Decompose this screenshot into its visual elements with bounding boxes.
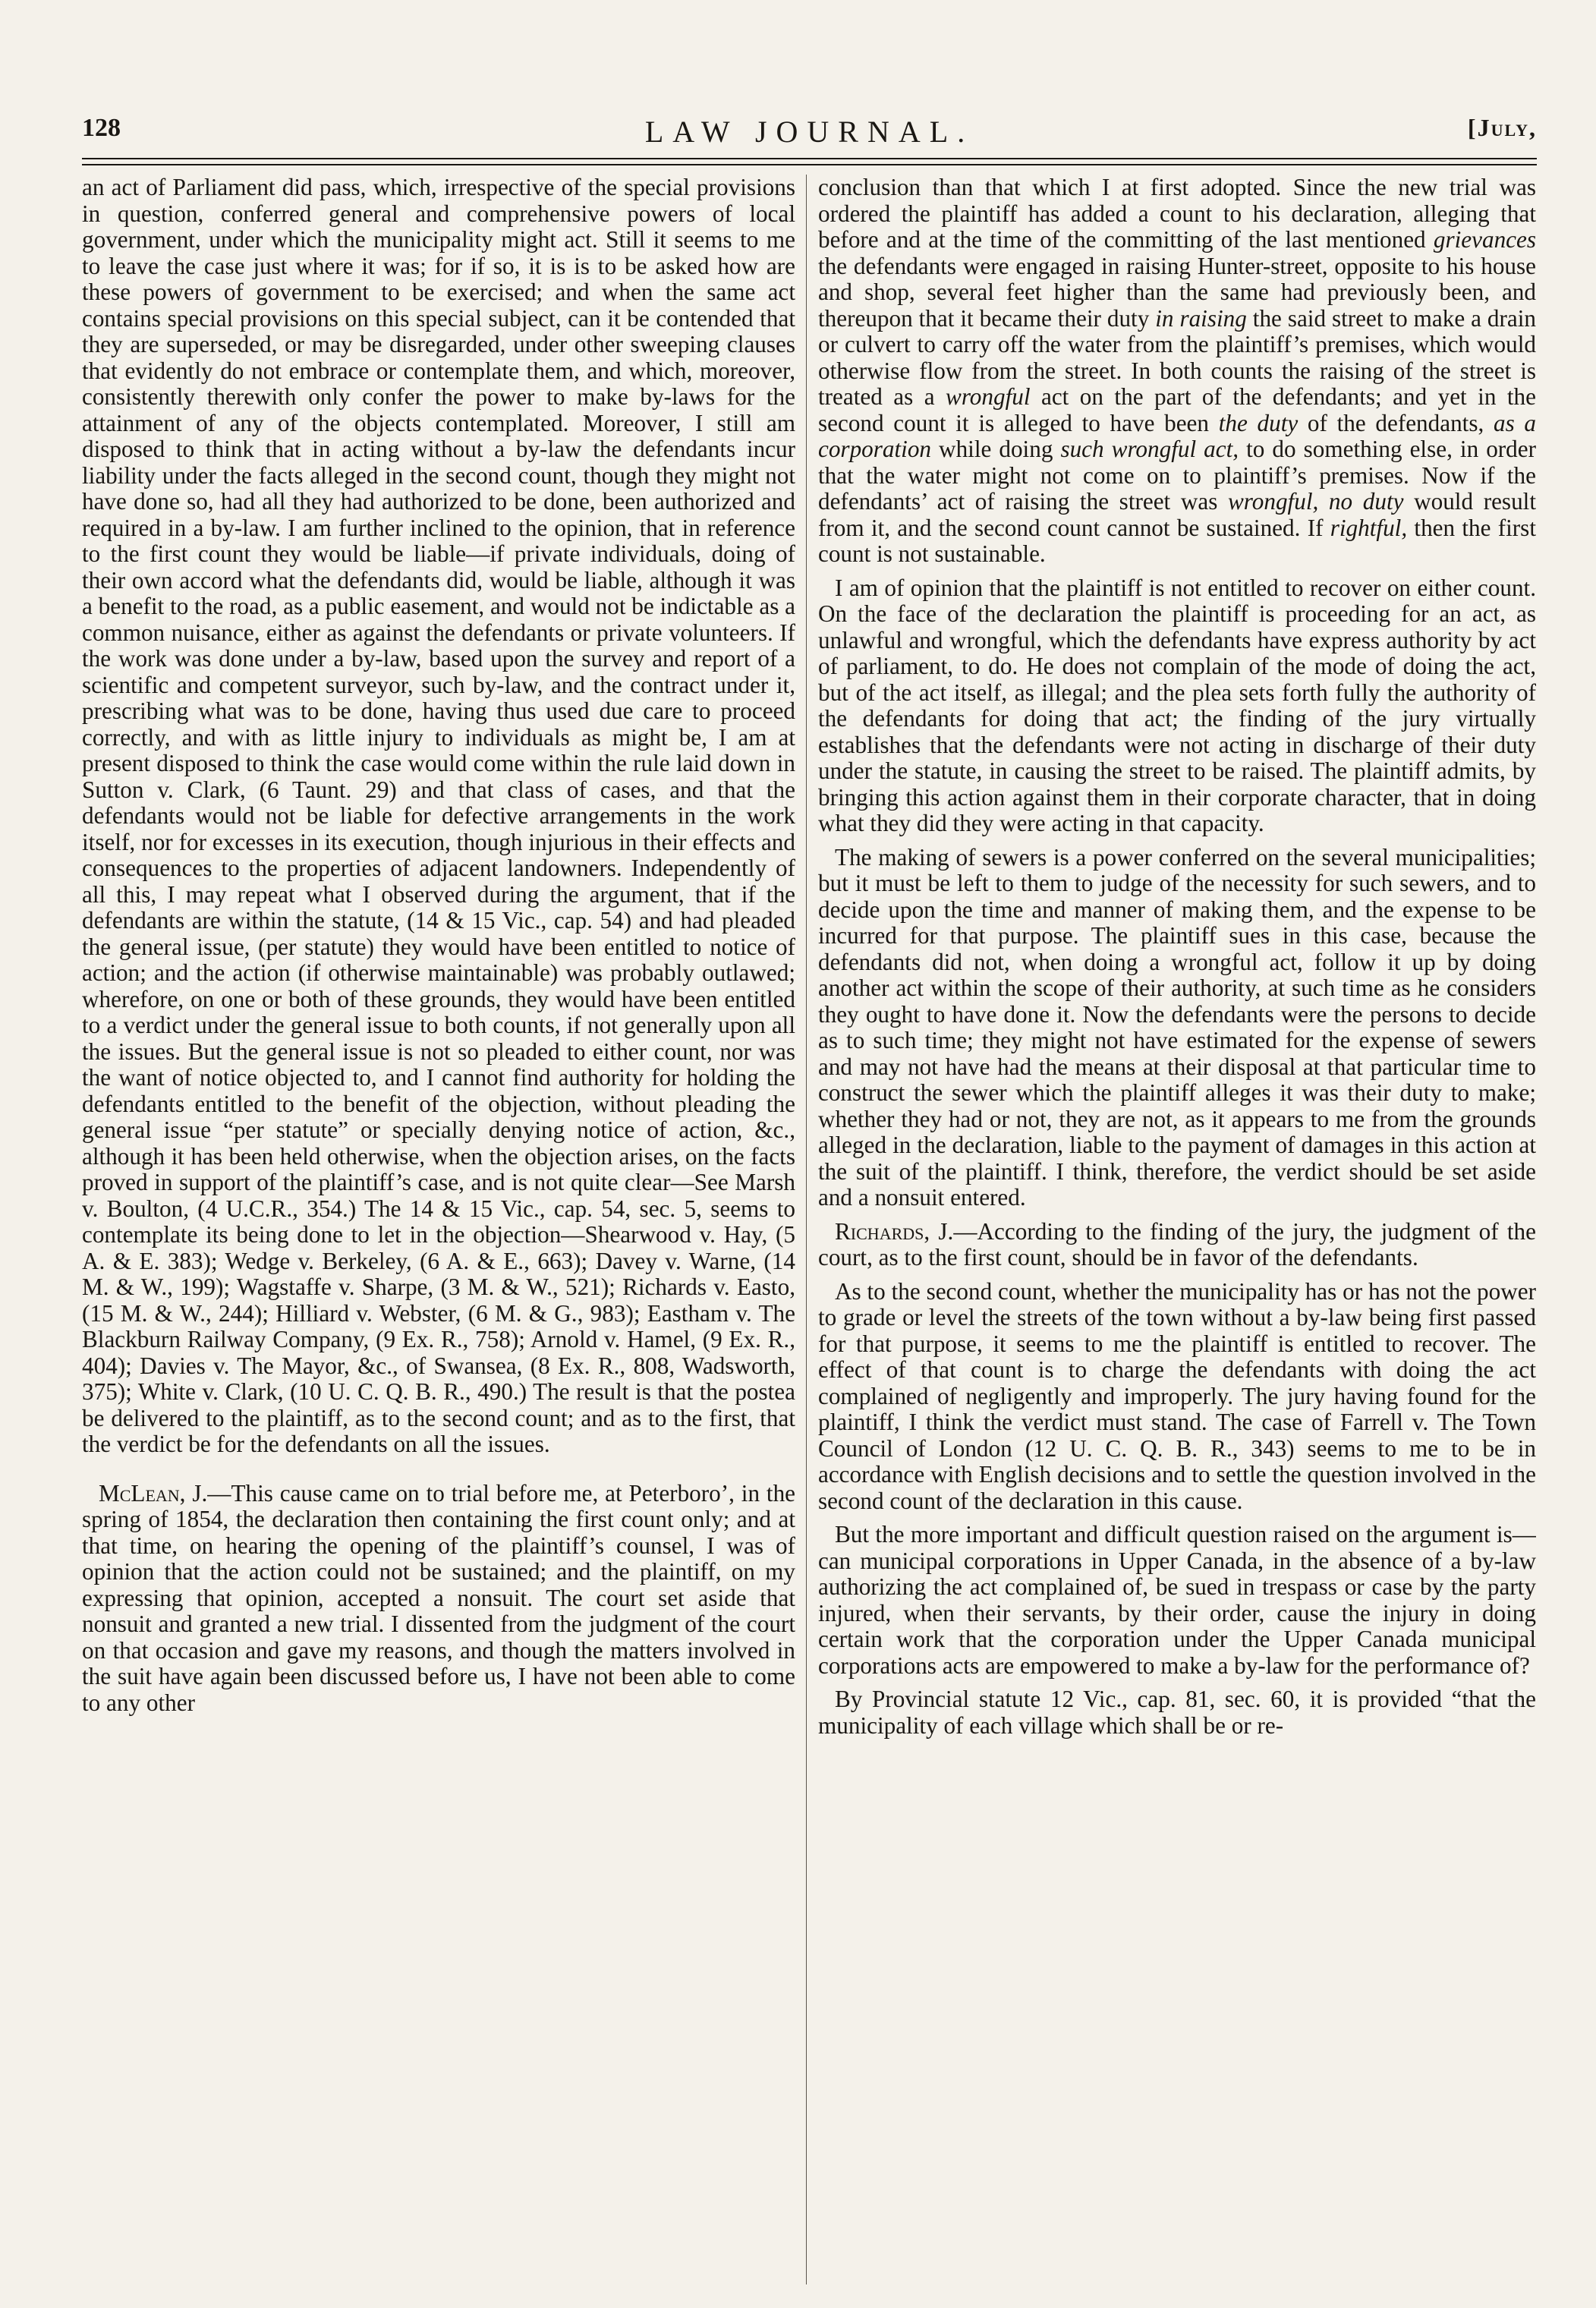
paragraph-text: the defendants were engaged in raising Hunter-street, opposite to his house and shop, several feet higher than the same had previously been, and thereupon that it became their duty xyxy=(818,252,1536,332)
paragraph xyxy=(818,1279,1536,1515)
paragraph-text: But the more important and difficult question raised on the argument is—can municipal corporations in Upper Canada, in the absence of a by-law authorizing the act complained of, be sued in trespass or case by the party injured, when their servants, by their order, cause the injury in doing certain work that the corporation under the Upper Canada municipal corporations acts are empowered to make a by-law for the performance of? xyxy=(818,1521,1536,1679)
paragraph xyxy=(818,575,1536,837)
paragraph xyxy=(818,175,1536,568)
right-column xyxy=(818,175,1536,2284)
paragraph-text: of the defendants, xyxy=(1298,409,1494,436)
column-divider xyxy=(806,175,807,2284)
italic-text: grievances xyxy=(1433,226,1536,253)
italic-text: in raising xyxy=(1155,304,1247,332)
italic-text: such wrongful act, xyxy=(1060,436,1239,462)
paragraph xyxy=(818,1522,1536,1679)
paragraph-text: act on the part of the defendants; and yet in the second count it is alleged to have been xyxy=(818,383,1536,436)
paragraph-text: By Provincial statute 12 Vic., cap. 81, sec. 60, it is provided “that the municipality of each village which shall be or re- xyxy=(818,1686,1536,1739)
left-column xyxy=(82,175,795,2284)
paragraph-text: I am of opinion that the plaintiff is not entitled to recover on either count. On the face of the declaration the plaintiff is proceeding for an act, as unlawful and wrongful, which the defendants have express authority by act of parliament, to do. He does not complain of the mode of doing the act, but of the act itself, as illegal; and the plea sets forth fully the authority of the defendants for doing that act; the finding of the jury virtually establishes that the defendants were not acting in discharge of their duty under the statute, in causing the street to be raised. The plaintiff admits, by bringing this action against them in their corporate character, that in doing what they did they were acting in that capacity. xyxy=(818,574,1536,836)
paragraph-text: As to the second count, whether the municipality has or has not the power to grade or level the streets of the town without a by-law being first passed for that purpose, it seems to me the plaintiff is entitled to recover. The effect of that count is to charge the defendants with doing the act complained of negligently and improperly. The jury having found for the plaintiff, I think the verdict must stand. The case of Farrell v. The Town Council of London (12 U. C. Q. B. R., 343) seems to me to be in accordance with English decisions and to settle the question involved in the second count of the declaration in this cause. xyxy=(818,1277,1536,1514)
page-number: 128 xyxy=(82,114,121,142)
running-title: LAW JOURNAL. xyxy=(644,115,974,149)
paragraph-text: the said street to make a drain or culvert to carry off the water from the plaintiff’s premises, which would otherwise flow from the street. In both counts the raising of the street is treated as a xyxy=(818,304,1536,410)
paragraph-text: then the first count is not sustainable. xyxy=(818,514,1536,567)
paragraph xyxy=(818,1219,1536,1271)
italic-text: wrongful, no duty xyxy=(1228,488,1404,515)
judge-name: McLean, J. xyxy=(99,1479,208,1507)
month-label: [July, xyxy=(1467,114,1537,141)
paragraph-text: while doing xyxy=(931,436,1061,462)
paragraph-text: —According to the finding of the jury, the judgment of the court, as to the first count, should be in favor of the defendants. xyxy=(818,1217,1536,1271)
paragraph-text: would result from it, and the second count cannot be sustained. If xyxy=(818,488,1536,541)
paragraph-text: conclusion than that which I at first adopted. Since the new trial was ordered the plaintiff has added a count to his declaration, alleging that before and at the time of the committing of the last mentioned xyxy=(818,175,1536,253)
italic-text: wrongful xyxy=(946,383,1031,410)
italic-text: the duty xyxy=(1218,409,1299,436)
judge-name: Richards, J. xyxy=(835,1217,954,1245)
paragraph xyxy=(818,845,1536,1211)
paragraph-text: an act of Parliament did pass, which, irrespective of the special provisions in question, conferred general and comprehensive powers of local government, under which the municipality might act. Still it seems to me to leave the case just where it was; for if so, it is is to be asked how are these powers of government to be exercised; and when the same act contains special provisions on this special subject, can it be contended that they are superseded, or may be disregarded, under other sweeping clauses that evidently do not embrace or contemplate them, and which, moreover, consistently therewith only confer the power to make by-laws for the attainment of any of the objects contemplated. Moreover, I still am disposed to think that in acting without a by-law the defendants incur liability under the facts alleged in the second count, though they might not have done so, had all they had authorized to be done, been authorized and required in a by-law. I am further inclined to the opinion, that in reference to the first count they would be liable—if private individuals, doing of their own accord what the defendants did, would be liable, although it was a benefit to the road, as a public easement, and would not be indictable as a common nuisance, either as against the defendants or private volunteers. If the work was done under a by-law, based upon the survey and report of a scientific and competent surveyor, such by-law, and the contract under it, prescribing what was to be done, having thus used due care to proceed correctly, and with as little injury to individuals as might be, I am at present disposed to think the case would come within the rule laid down in Sutton v. Clark, (6 Taunt. 29) and that class of cases, and that the defendants would not be liable for defective arrangements in the work itself, nor for excesses in its execution, though injurious in their effects and consequences to the properties of adjacent landowners. Independently of all this, I may repeat what I observed during the argument, that if the defendants are within the statute, (14 & 15 Vic., cap. 54) and had pleaded the general issue, (per statute) they would have been entitled to notice of action; and the action (if otherwise maintainable) was probably outlawed; wherefore, on one or both of these grounds, they would have been entitled to a verdict under the general issue to both counts, if not generally upon all the issues. But the general issue is not so pleaded to either count, nor was the want of notice objected to, and I cannot find authority for holding the defendants entitled to the benefit of the objection, without pleading the general issue “per statute” or specially denying notice of action, &c., although it has been held otherwise, when the objection arises, on the facts proved in support of the plaintiff’s case, and is not quite clear—See Marsh v. Boulton, (4 U.C.R., 354.) The 14 & 15 Vic., cap. 54, sec. 5, seems to contemplate its being done to let in the objection—Shearwood v. Hay, (5 A. & E. 383); Wedge v. Berkeley, (6 A. & E., 663); Davey v. Warne, (14 M. & W., 199); Wagstaffe v. Sharpe, (3 M. & W., 521); Richards v. Easto, (15 M. & W., 244); Hilliard v. Webster, (6 M. & G., 983); Eastham v. The Blackburn Railway Company, (9 Ex. R., 758); Arnold v. Hamel, (9 Ex. R., 404); Davies v. The Mayor, &c., of Swansea, (8 Ex. R., 808, Wadsworth, 375); White v. Clark, (10 U. C. Q. B. R., 490.) The result is that the postea be delivered to the plaintiff, as to the second count; and as to the first, that the verdict be for the defendants on all the issues. xyxy=(82,175,795,1457)
paragraph-text: The making of sewers is a power conferred on the several municipalities; but it must be left to them to judge of the necessity for such sewers, and to decide upon the time and manner of making them, and the expense to be incurred for that purpose. The plaintiff sues in this case, because the defendants did not, when doing a wrongful act, follow it up by doing another act within the scope of their authority, at such time as he considers they ought to have done it. Now the defendants were the persons to decide as to such time; they might not have estimated for the expense of sewers and may not have had the means at their disposal at that particular time to construct the sewer which the plaintiff alleges it was their duty to make; whether they had or not, they are not, as it appears to me from the grounds alleged in the declaration, liable to the payment of damages in this action at the suit of the plaintiff. I think, therefore, the verdict should be set aside and a nonsuit entered. xyxy=(818,843,1536,1211)
paragraph-text: to do something else, in order that the water might not come on to plaintiff’s premises. Now if the defendants’ act of raising the street was xyxy=(818,436,1536,515)
paragraph xyxy=(82,1481,795,1717)
page-header xyxy=(82,114,1537,152)
header-rule xyxy=(82,158,1537,165)
paragraph-text: —This cause came on to trial before me, at Peterboro’, in the spring of 1854, the declaration then containing the first count only; and at that time, on hearing the opening of the plaintiff’s counsel, I was of opinion that the action could not be sustained; and the plaintiff, on my expressing that opinion, accepted a nonsuit. The court set aside that nonsuit and granted a new trial. I dissented from the judgment of the court on that occasion and gave my reasons, and though the matters involved in the suit have again been discussed before us, I have not been able to come to any other xyxy=(82,1479,795,1716)
italic-text: rightful, xyxy=(1330,514,1408,541)
paragraph xyxy=(818,1686,1536,1739)
italic-text: as a corporation xyxy=(818,409,1536,462)
paragraph xyxy=(82,175,795,1458)
